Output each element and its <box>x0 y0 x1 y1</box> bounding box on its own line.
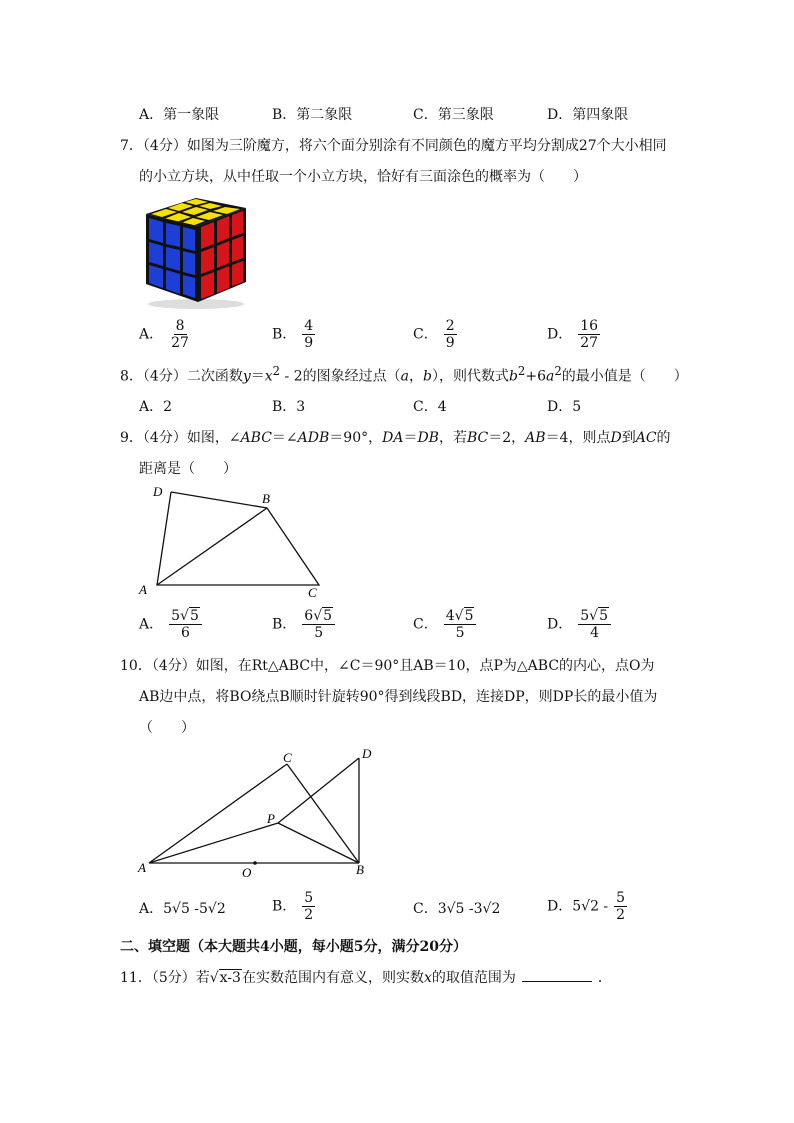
q10-line-2: AB边中点，将BO绕点B顺时针旋转90°得到线段BD，连接DP，则DP长的最小值为 <box>139 689 658 705</box>
section-2-heading: 二、填空题（本大题共4小题，每小题5分，满分20分） <box>120 939 467 955</box>
q10-figure <box>135 742 385 882</box>
q9-label-a: A <box>139 582 147 597</box>
q8-option-a: A．2 <box>139 399 173 415</box>
q10-label-c: C <box>283 750 292 765</box>
q7-line-2: 的小立方块，从中任取一个小立方块，恰好有三面涂色的概率为（ ） <box>139 169 587 185</box>
q8-option-d: D．5 <box>547 399 582 415</box>
q10-line-1: 10．（4分）如图，在Rt△ABC中，∠C＝90°且AB＝10，点P为△ABC的内心，点O为 <box>120 658 655 674</box>
q7-option-a: A． $\frac{8}{27}$ <box>139 318 189 352</box>
q9-label-d: D <box>153 484 163 499</box>
q9-option-b: B． $\frac{6√5}{5}$ <box>272 608 335 641</box>
q11-answer-blank[interactable] <box>522 969 592 982</box>
q8-stem: 8．（4分）二次函数$y=x^2 - 2$的图象经过点（a，b），则代数式$b^2+6a^2$的最小值是（ ） <box>120 364 688 385</box>
q8-option-b: B．3 <box>272 399 306 415</box>
q7-option-d: D． $\frac{16}{27}$ <box>547 318 599 352</box>
q9-option-c: C． $\frac{4√5}{5}$ <box>413 608 476 641</box>
q10-option-d: D．5√2 - $\frac{5}{2}$ <box>547 890 626 924</box>
q9-label-b: B <box>262 491 270 506</box>
q6-option-c: C．第三象限 <box>413 107 494 123</box>
q6-option-b: B．第二象限 <box>272 107 353 123</box>
q11-stem: 11．（5分）若√x-3在实数范围内有意义，则实数x的取值范围为 ． <box>120 970 612 986</box>
q10-label-a: A <box>138 860 146 875</box>
q6-option-d: D．第四象限 <box>547 107 629 123</box>
q10-line-3: （ ） <box>139 720 195 736</box>
q7-option-c: C． $\frac{2}{9}$ <box>413 318 455 352</box>
q7-option-b: B． $\frac{4}{9}$ <box>272 318 314 352</box>
q9-label-c: C <box>308 585 317 600</box>
q9-option-d: D． $\frac{5√5}{4}$ <box>547 608 611 641</box>
q10-label-p: P <box>267 811 275 826</box>
q9-line-1: 9．（4分）如图，∠ABC＝∠ADB＝90°，DA＝DB，若BC＝2，AB＝4，则点D到AC的 <box>120 430 671 446</box>
q9-option-a: A． $\frac{5√5}{6}$ <box>139 608 202 641</box>
q10-option-b: B． $\frac{5}{2}$ <box>272 890 314 924</box>
q7-line-1: 7．（4分）如图为三阶魔方，将六个面分别涂有不同颜色的魔方平均分割成27个大小相同 <box>120 138 667 154</box>
q10-option-c: C．3√5 -3√2 <box>413 901 501 917</box>
q8-option-c: C．4 <box>413 399 447 415</box>
q10-option-a: A．5√5 -5√2 <box>139 901 226 917</box>
q10-label-o: O <box>242 865 252 880</box>
rubiks-cube-image <box>138 196 250 310</box>
q10-label-d: D <box>362 746 372 761</box>
q10-label-b: B <box>356 862 364 877</box>
q6-option-a: A．第一象限 <box>139 107 220 123</box>
q9-figure <box>135 482 335 602</box>
q9-line-2: 距离是（ ） <box>139 461 237 477</box>
